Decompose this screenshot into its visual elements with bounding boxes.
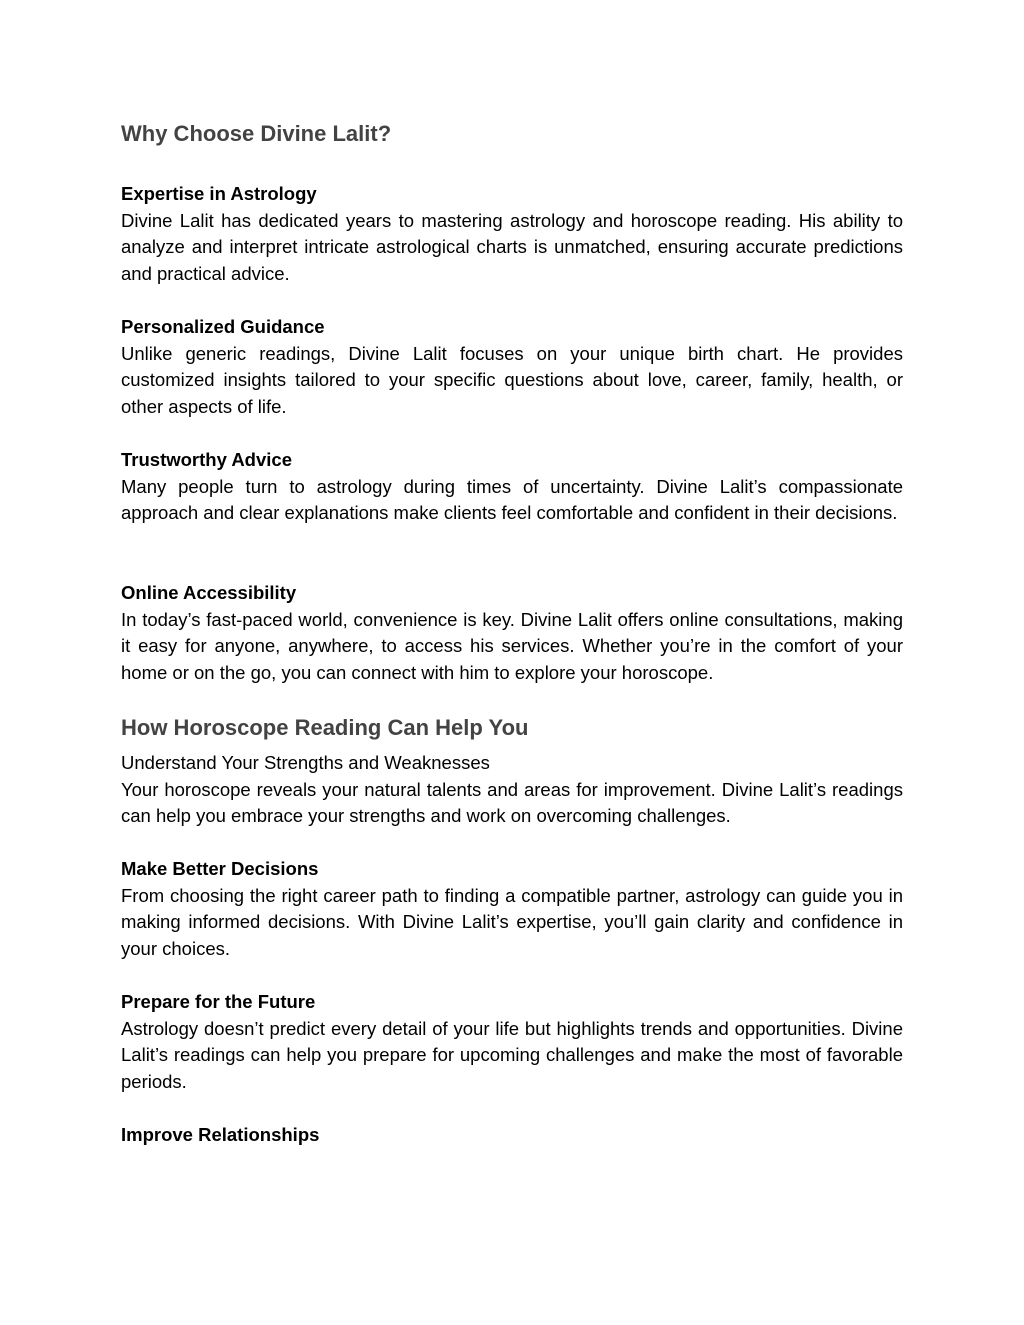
section-heading-why-choose: Why Choose Divine Lalit? <box>121 121 392 146</box>
item-text: Divine Lalit has dedicated years to mastering astrology and horoscope reading. His ability to analyze and interpret intricate astrological charts is unmatched, ensuring accurate predictions and practical advice. <box>121 209 903 284</box>
item-future <box>121 989 903 1095</box>
item-text: Your horoscope reveals your natural talents and areas for improvement. Divine Lalit’s readings can help you embrace your strengths and work on overcoming challenges. <box>121 778 903 827</box>
item-online <box>121 580 903 686</box>
item-text: From choosing the right career path to finding a compatible partner, astrology can guide you in making informed decisions. With Divine Lalit’s expertise, you’ll gain clarity and confidence in your choices. <box>121 884 903 959</box>
item-expertise <box>121 181 903 287</box>
item-text: Many people turn to astrology during times of uncertainty. Divine Lalit’s compassionate approach and clear explanations make clients feel comfortable and confident in their decisions. <box>121 475 903 524</box>
item-text: In today’s fast-paced world, convenience is key. Divine Lalit offers online consultations, making it easy for anyone, anywhere, to access his services. Whether you’re in the comfort of your home or on the go, you can connect with him to explore your horoscope. <box>121 608 903 683</box>
item-title: Trustworthy Advice <box>121 449 292 470</box>
item-title: Improve Relationships <box>121 1124 320 1145</box>
item-title: Understand Your Strengths and Weaknesses <box>121 752 490 773</box>
item-personalized <box>121 314 903 420</box>
item-trustworthy <box>121 447 903 527</box>
section-heading-how-horoscope: How Horoscope Reading Can Help You <box>121 715 529 740</box>
item-title: Expertise in Astrology <box>121 183 317 204</box>
item-decisions <box>121 856 903 962</box>
item-text: Unlike generic readings, Divine Lalit focuses on your unique birth chart. He provides customized insights tailored to your specific questions about love, career, family, health, or other aspects of life. <box>121 342 903 417</box>
item-title: Make Better Decisions <box>121 858 319 879</box>
item-title: Personalized Guidance <box>121 316 325 337</box>
item-title: Online Accessibility <box>121 582 297 603</box>
item-title: Prepare for the Future <box>121 991 316 1012</box>
item-strengths <box>121 750 903 830</box>
item-relationships <box>121 1122 903 1149</box>
item-text: Astrology doesn’t predict every detail of your life but highlights trends and opportunities. Divine Lalit’s readings can help you prepare for upcoming challenges and make the most of favorable periods. <box>121 1017 903 1092</box>
